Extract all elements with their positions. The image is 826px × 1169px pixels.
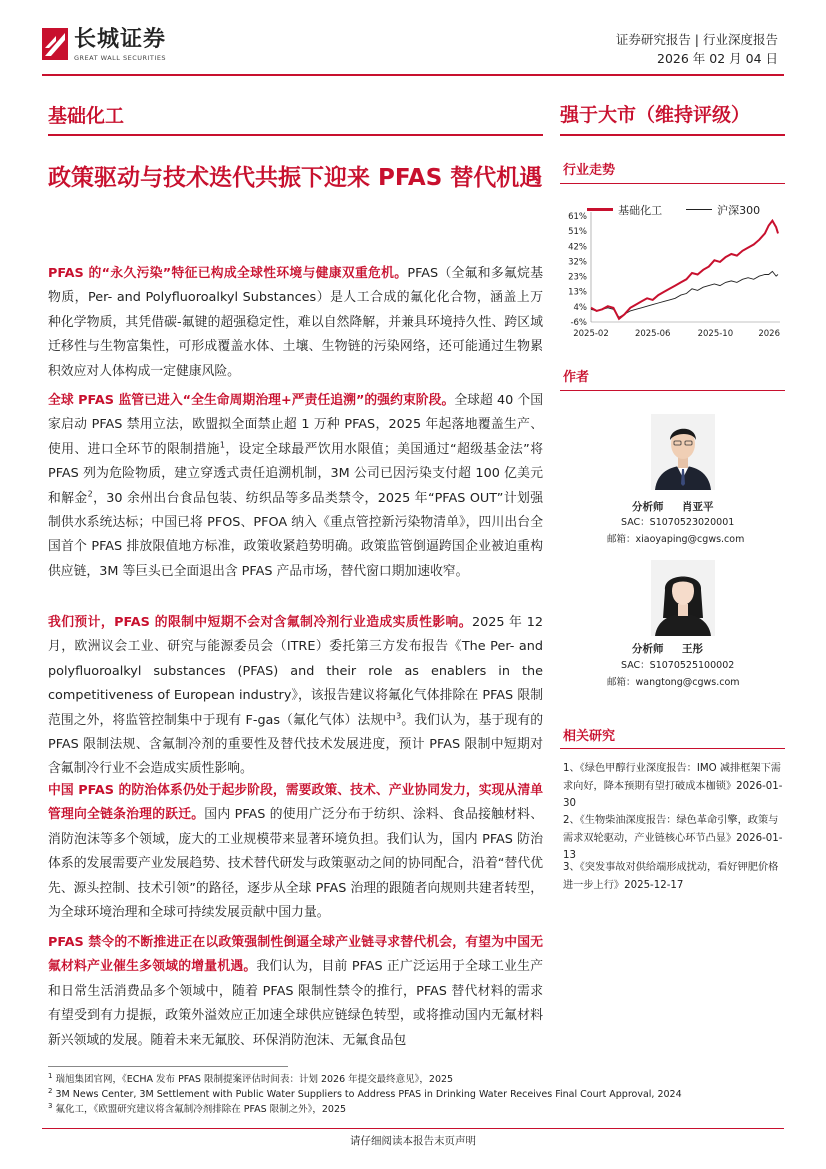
footnote-divider xyxy=(48,1066,288,1067)
paragraph-2-body-3: ，30 余州出台食品包装、纺织品等多品类禁令，2025 年“PFAS OUT”计划强制供水系统达标；中国已将 PFOS、PFOA 纳入《重点管控新污染物清单》，四川出台全国首个 PFAS 排放限值地方标准，政策收紧趋势明确。政策监管倒逼跨国企业被迫重构供应链，3M 等巨头已全面退出含 PFAS 产品市场，替代窗口期加速收窄。 xyxy=(48,490,544,579)
legend-label-1: 基础化工 xyxy=(618,204,663,217)
legend-label-2: 沪深300 xyxy=(717,204,761,217)
footnote-1-num: 1 xyxy=(48,1071,53,1080)
author-1-email[interactable]: 邮箱：xiaoyaping@cgws.com xyxy=(607,534,745,545)
series-line-basic-chem xyxy=(591,221,778,319)
y-tick-label: -6% xyxy=(570,318,587,328)
footnote-3-num: 3 xyxy=(48,1101,53,1110)
paragraph-1-body: PFAS（全氟和多氟烷基物质，Per- and Polyfluoroalkyl Substances）是人工合成的氟化化合物，涵盖上万种化学物质，其凭借碳-氟键的超强稳定性，难以自然降解，并兼具环境持久性、跨区域迁移性与生物富集性，可形成覆盖水体、土壤、生物链的污染网络，还可能通过生物累积效应对人体构成一定健康风险。 xyxy=(48,266,543,379)
y-tick-label: 61% xyxy=(568,212,587,222)
paragraph-4-body: 国内 PFAS 的使用广泛分布于纺织、涂料、食品接触材料、消防泡沫等多个领域，庞大的工业规模带来显著环境负担。我们认为，国内 PFAS 防治体系的发展需要产业发展趋势、技术替代研发与政策驱动之间的协同配合，沿着“替代优先、源头控制、技术引领”的路径，逐步从全球 PFAS 治理的跟随者向规则共建者转型，为全球环境治理和全球可持续发展贡献中国力量。 xyxy=(48,807,543,921)
author-1-name: 肖亚平 xyxy=(682,501,714,513)
author-1-sac: SAC：S1070523020001 xyxy=(621,517,735,528)
footer-disclaimer: 请仔细阅读本报告末页声明 xyxy=(350,1135,476,1147)
authors-heading: 作者 xyxy=(563,370,590,385)
x-tick-label: 2025-10 xyxy=(697,329,734,339)
logo-subtext: GREAT WALL SECURITIES xyxy=(74,54,167,62)
author-2-name: 王彤 xyxy=(682,643,703,655)
research-item-2[interactable]: 2、《生物柴油深度报告：绿色革命引擎，政策与需求双轮驱动，产业链核心环节凸显》2026-01-13 xyxy=(563,815,783,861)
x-tick-label: 2025-02 xyxy=(573,329,609,339)
title-divider xyxy=(48,134,543,136)
paragraph-3-body-1: 2025 年 12 月，欧洲议会工业、研究与能源委员会（ITRE）委托第三方发布报告《The Per- and polyfluoroalkyl substances (PFAS) and their role as enablers in the competitiveness of European industry》，该报告建议将氟化气体排除在 PFAS 限制范围之外，将监管控制集中于现有 F-gas（氟化气体）法规中 xyxy=(48,615,543,728)
author-1-role: 分析师 xyxy=(632,501,664,513)
report-type: 证券研究报告 | 行业深度报告 xyxy=(615,32,778,47)
footnote-ref-3[interactable]: 3 xyxy=(396,711,402,721)
footnote-3 xyxy=(48,1103,788,1118)
paragraph-2-body-2: ，设定全球最严饮用水限值；美国通过“超级基金法”将 PFAS 列为危险物质，建立穿透式责任追溯机制，3M 公司已因污染支付超 100 亿美元和解金 xyxy=(48,441,544,506)
y-tick-label: 51% xyxy=(568,227,587,238)
footnote-ref-2[interactable]: 2 xyxy=(87,489,93,499)
rating-label: 强于大市（维持评级） xyxy=(560,104,751,126)
y-tick-label: 32% xyxy=(568,257,587,268)
author-2-role: 分析师 xyxy=(632,643,664,655)
header-divider xyxy=(42,74,784,76)
report-title: 政策驱动与技术迭代共振下迎来 PFAS 替代机遇 xyxy=(48,165,543,191)
research-item-3[interactable]: 3、《突发事故对供给端形成扰动，看好钾肥价格进一步上行》2025-12-17 xyxy=(563,862,779,891)
industry-trend-chart xyxy=(560,208,786,344)
paragraph-3-lead: 我们预计，PFAS 的限制中短期不会对含氟制冷剂行业造成实质性影响。 xyxy=(48,615,472,630)
paragraph-2 xyxy=(48,389,543,584)
footnote-2-text: 3M News Center, 3M Settlement with Public Water Suppliers to Address PFAS in Drinking Water Receives Final Court Approval, 2024 xyxy=(55,1089,682,1100)
footnote-1 xyxy=(48,1073,788,1088)
rating-divider xyxy=(560,134,785,136)
author-2-avatar xyxy=(651,560,715,636)
logo-text: 长城证券 xyxy=(74,27,167,52)
paragraph-1 xyxy=(48,262,543,384)
paragraph-3-body-2: 。我们认为，基于现有的 PFAS 限制法规、含氟制冷剂的重要性及替代技术发展进度，预计 PFAS 限制中短期对含氟制冷行业不会造成实质性影响。 xyxy=(48,712,544,777)
paragraph-3 xyxy=(48,611,543,782)
author-1-avatar xyxy=(651,414,715,490)
x-tick-label: 2025-06 xyxy=(634,329,671,339)
paragraph-5-body: 我们认为，目前 PFAS 正广泛运用于全球工业生产和日常生活消费品多个领域中，随着 PFAS 限制性禁令的推行，PFAS 替代材料的需求有望受到有力提振，政策外溢效应正加速全球供应链绿色转型，或将推动国内无氟材料新兴领域的发展。随着未来无氟胶、环保消防泡沫、无氟食品包 xyxy=(48,959,543,1048)
paragraph-4-lead: 中国 PFAS 的防治体系仍处于起步阶段，需要政策、技术、产业协同发力，实现从清单管理向全链条治理的跃迁。 xyxy=(48,783,543,823)
research-heading-rule xyxy=(560,748,785,749)
footnote-2-num: 2 xyxy=(48,1086,53,1095)
author-2-email[interactable]: 邮箱：wangtong@cgws.com xyxy=(607,677,740,688)
research-heading: 相关研究 xyxy=(563,729,616,744)
paragraph-4 xyxy=(48,779,543,925)
logo-mark xyxy=(42,28,68,60)
y-tick-label: 42% xyxy=(568,242,587,253)
research-item-1[interactable]: 1、《绿色甲醇行业深度报告：IMO 减排框架下需求向好，降本预期有望打破成本枷锁》2026-01-30 xyxy=(563,763,783,809)
footer-divider xyxy=(42,1128,784,1129)
paragraph-2-lead: 全球 PFAS 监管已进入“全生命周期治理+严责任追溯”的强约束阶段。 xyxy=(48,393,455,408)
y-tick-label: 23% xyxy=(568,272,587,283)
paragraph-2-body-1: 全球超 40 个国家启动 PFAS 禁用立法，欧盟拟全面禁止超 1 万种 PFAS，2025 年起落地覆盖生产、使用、进口全环节的限制措施 xyxy=(48,393,543,457)
report-date: 2026 年 02 月 04 日 xyxy=(657,51,778,66)
footnote-2 xyxy=(48,1088,788,1103)
author-2-sac: SAC：S1070525100002 xyxy=(621,660,735,671)
sector-label: 基础化工 xyxy=(48,105,125,127)
footnote-3-text: 氟化工，《欧盟研究建议将含氟制冷剂排除在 PFAS 限制之外》，2025 xyxy=(55,1104,347,1115)
y-tick-label: 4% xyxy=(573,302,587,313)
authors-heading-rule xyxy=(560,390,785,391)
x-tick-label: 2026 xyxy=(758,329,780,339)
paragraph-1-lead: PFAS 的“永久污染”特征已构成全球性环境与健康双重危机。 xyxy=(48,266,408,281)
trend-heading-rule xyxy=(560,183,785,184)
trend-heading: 行业走势 xyxy=(563,163,616,178)
footnote-1-text: 瑞旭集团官网，《ECHA 发布 PFAS 限制提案评估时间表：计划 2026 年提交最终意见》，2025 xyxy=(55,1074,454,1085)
series-line-hs300 xyxy=(591,271,778,317)
y-tick-label: 13% xyxy=(568,287,587,298)
footnote-ref-1[interactable]: 1 xyxy=(219,440,225,450)
paragraph-5-lead: PFAS 禁令的不断推进正在以政策强制性倒逼全球产业链寻求替代机会，有望为中国无氟材料产业催生多领域的增量机遇。 xyxy=(48,935,543,975)
paragraph-5 xyxy=(48,931,543,1053)
